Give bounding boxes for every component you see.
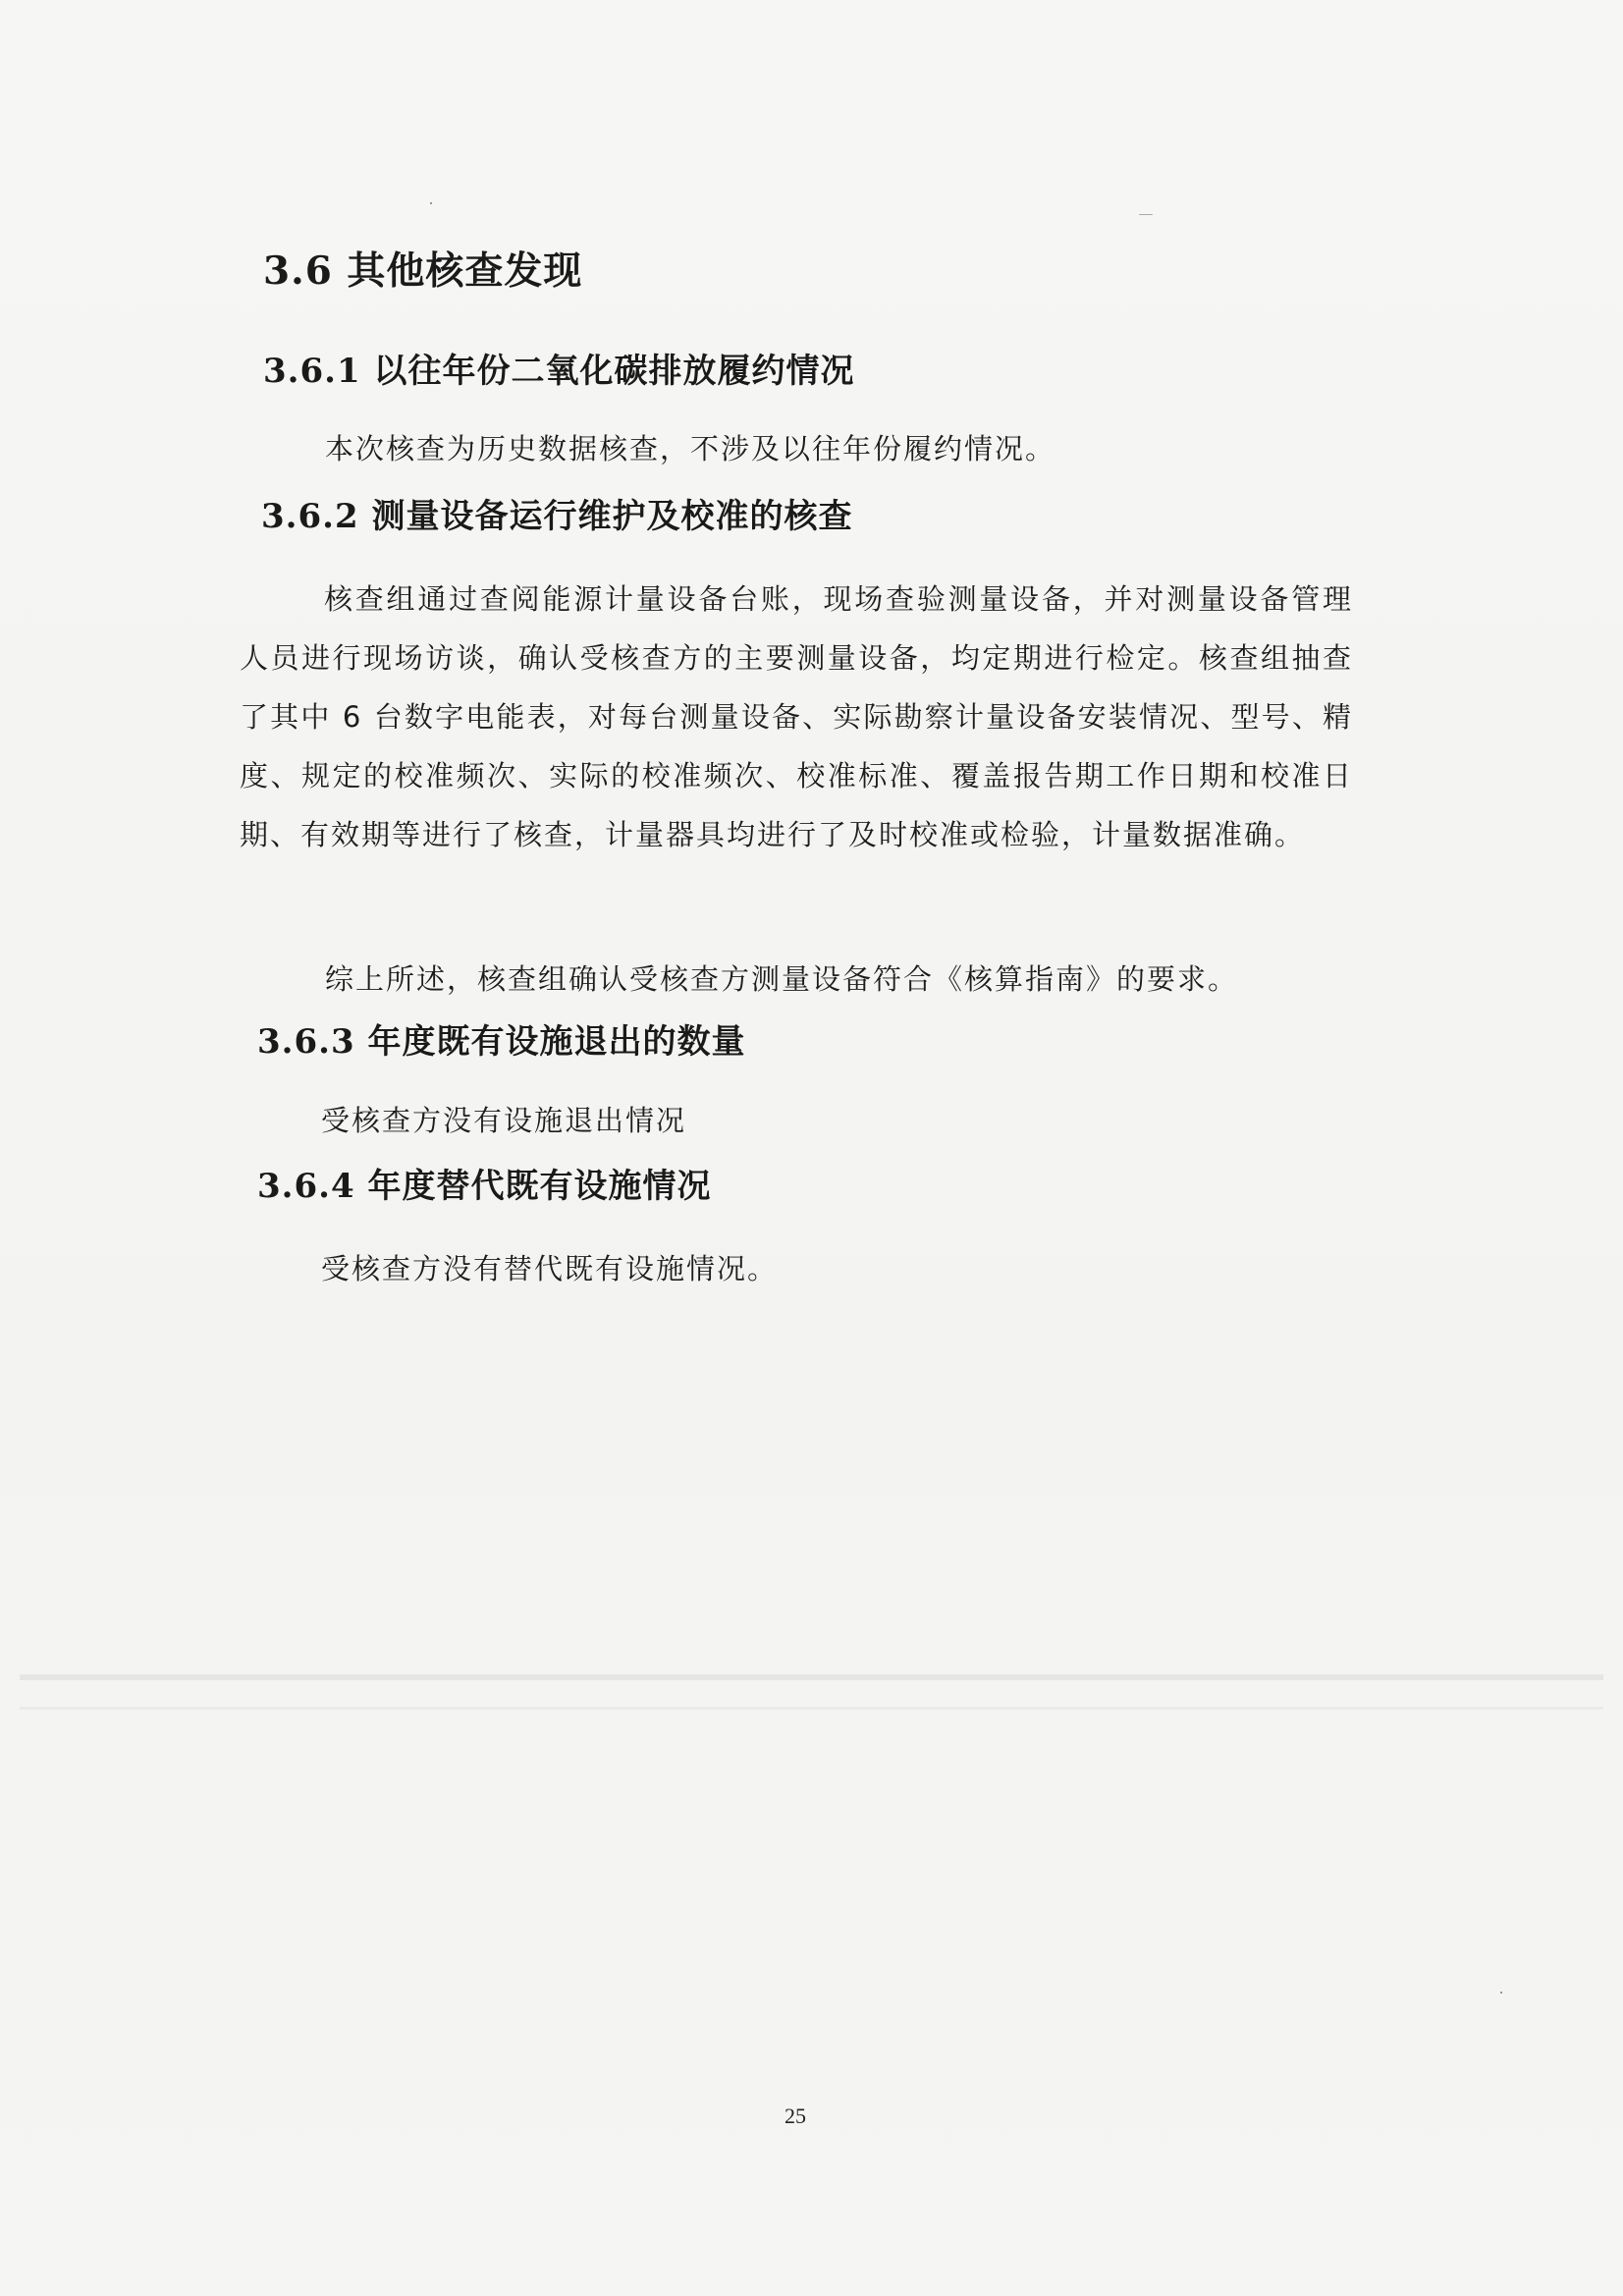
- paragraph-3-6-1: 本次核查为历史数据核查，不涉及以往年份履约情况。: [325, 432, 1056, 465]
- subsection-heading-3-6-1: 3.6.1 以往年份二氧化碳排放履约情况: [263, 352, 855, 391]
- subsection-heading-3-6-3: 3.6.3 年度既有设施退出的数量: [257, 1022, 746, 1062]
- paragraph-3-6-2-conclusion: 综上所述，核查组确认受核查方测量设备符合《核算指南》的要求。: [325, 962, 1239, 996]
- paragraph-3-6-4: 受核查方没有替代既有设施情况。: [321, 1252, 779, 1285]
- scan-speck: [1500, 1992, 1502, 1994]
- scan-speck: [430, 202, 432, 204]
- paragraph-3-6-3: 受核查方没有设施退出情况: [321, 1104, 687, 1137]
- subsection-heading-3-6-2: 3.6.2 测量设备运行维护及校准的核查: [261, 497, 853, 536]
- subsection-heading-3-6-4: 3.6.4 年度替代既有设施情况: [257, 1167, 712, 1206]
- paragraph-3-6-2-body: 核查组通过查阅能源计量设备台账，现场查验测量设备，并对测量设备管理人员进行现场访谈，确认受核查方的主要测量设备，均定期进行检定。核查组抽查了其中 6 台数字电能表，对每台测量设备、实际勘察计量设备安装情况、型号、精度、规定的校准频次、实际的校准频次、校准标准、覆盖报告期工作日期和校准日期、有效期等进行了核查，计量器具均进行了及时校准或检验，计量数据准确。: [240, 582, 1353, 851]
- scan-bleed-band: [20, 1674, 1603, 1680]
- section-heading: 3.6 其他核查发现: [263, 248, 583, 294]
- scan-speck: [1139, 214, 1153, 215]
- page-number: 25: [784, 2104, 806, 2128]
- scan-bleed-band-secondary: [20, 1707, 1603, 1710]
